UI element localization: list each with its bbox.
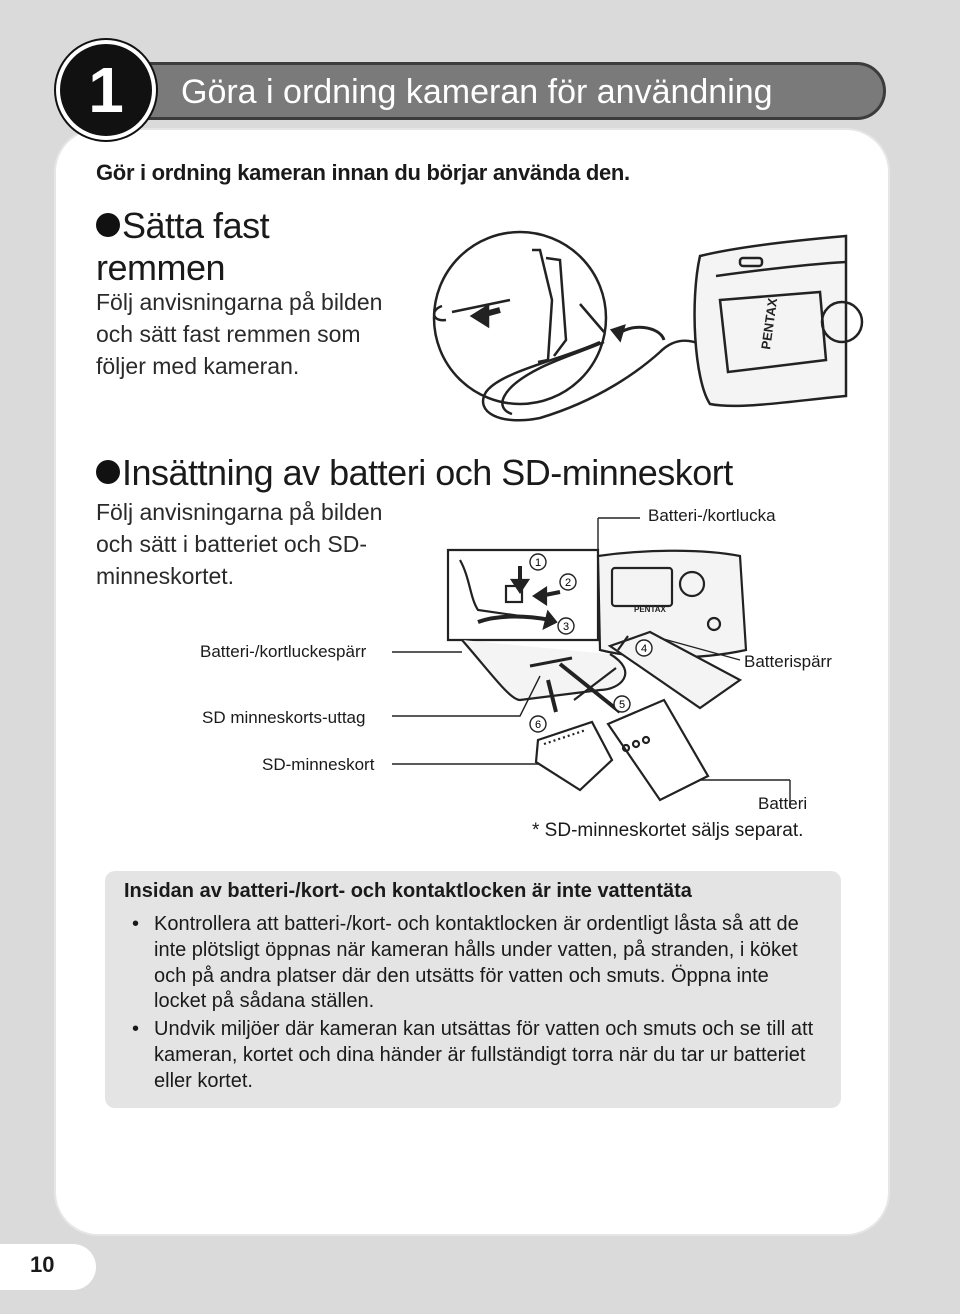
step-5: 5 bbox=[618, 699, 626, 711]
camera-brand-logo: PENTAX bbox=[634, 605, 666, 614]
strap-section-body: Följ anvisningarna på bilden och sätt fast remmen som följer med kameran. bbox=[96, 289, 383, 379]
chapter-number: 1 bbox=[88, 54, 124, 126]
intro-text: Gör i ordning kameran innan du börjar använda den. bbox=[96, 160, 630, 185]
arrow-head-icon bbox=[612, 326, 624, 340]
warning-item bbox=[124, 912, 824, 1015]
strap-detail-circle bbox=[434, 232, 606, 404]
bullet-dot-icon: • bbox=[132, 1018, 140, 1041]
warning-item-text: Undvik miljöer där kameran kan utsättas för vatten och smuts och se till att kameran, kortet och dina händer är fullständigt torra när du tar ur batteriet eller kortet. bbox=[154, 1018, 814, 1092]
callout-battery-card-cover: Batteri-/kortlucka bbox=[648, 506, 776, 525]
warning-item-text: Kontrollera att batteri-/kort- och kontaktlocken är ordentligt låsta så att de inte plötsligt öppnas när kameran hålls under vatten, på stranden, i köket och på andra platser där den utsätts för vatten och smuts. Öppna inte locket på sådana ställen. bbox=[154, 913, 799, 1013]
battery-illustration bbox=[448, 550, 746, 800]
page-number: 10 bbox=[30, 1252, 55, 1277]
battery-section-body: Följ anvisningarna på bilden och sätt i batteriet och SD-minneskortet. bbox=[96, 499, 383, 589]
callout-sd-card: SD-minneskort bbox=[262, 755, 375, 774]
warning-item bbox=[124, 1017, 824, 1094]
callout-battery: Batteri bbox=[758, 794, 808, 813]
chapter-title: Göra i ordning kameran för användning bbox=[181, 73, 773, 111]
footnote: * SD-minneskortet säljs separat. bbox=[532, 820, 804, 841]
step-2: 2 bbox=[564, 577, 572, 589]
camera-brand-logo: PENTAX bbox=[758, 297, 781, 351]
warning-title: Insidan av batteri-/kort- och kontaktlocken är inte vattentäta bbox=[124, 880, 692, 902]
strap-illustration bbox=[434, 232, 862, 420]
step-4: 4 bbox=[640, 643, 648, 655]
callout-battery-lock: Batterispärr bbox=[744, 652, 832, 671]
callout-sd-card-slot: SD minneskorts-uttag bbox=[202, 708, 366, 727]
step-6: 6 bbox=[534, 719, 542, 731]
battery-section-title-text: Insättning av batteri och SD-minneskort bbox=[122, 452, 733, 493]
callout-battery-card-cover-lock: Batteri-/kortluckespärr bbox=[200, 642, 367, 661]
step-3: 3 bbox=[562, 621, 570, 633]
strap-section-title-text: Sätta fast remmen bbox=[96, 205, 270, 288]
warning-list bbox=[124, 912, 824, 1097]
sd-card bbox=[536, 722, 612, 790]
bullet-dot-icon: • bbox=[132, 913, 140, 935]
step-1: 1 bbox=[534, 557, 542, 569]
